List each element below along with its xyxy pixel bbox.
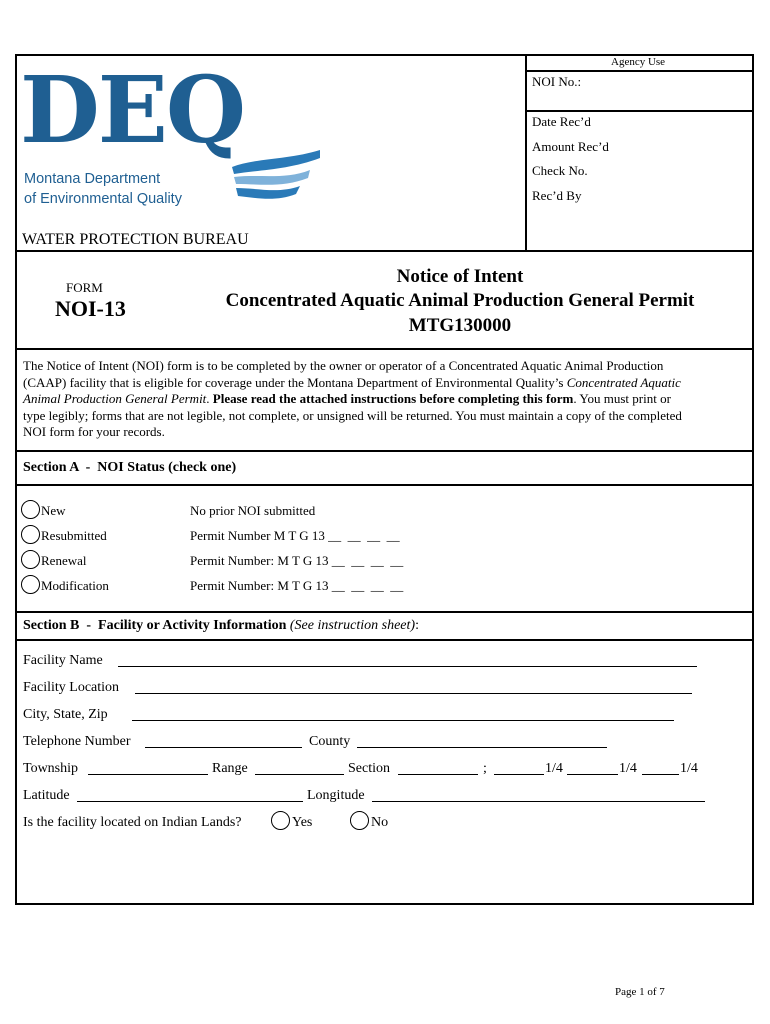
status-new-label: New bbox=[41, 503, 66, 518]
section-b-heading-text: Section B - Facility or Activity Information bbox=[23, 618, 290, 633]
facility-name-label: Facility Name bbox=[23, 653, 103, 668]
status-new-detail: No prior NOI submitted bbox=[190, 503, 316, 518]
quarter-3-label: 1/4 bbox=[680, 761, 698, 776]
agency-date-recd-label: Date Rec’d bbox=[532, 114, 591, 129]
form-title-line-1: Notice of Intent bbox=[396, 266, 524, 287]
section-a-end-divider bbox=[15, 611, 754, 613]
agency-noi-no-label: NOI No.: bbox=[532, 74, 582, 89]
status-renewal-label: Renewal bbox=[41, 553, 87, 568]
intro-line-2-text: (CAAP) facility that is eligible for coverage under the Montana Department of Environmental Quality’s bbox=[23, 374, 567, 390]
section-a-heading-divider bbox=[15, 484, 754, 486]
bureau-divider bbox=[15, 250, 754, 252]
telephone-field[interactable] bbox=[145, 747, 302, 748]
section-b-heading-divider bbox=[15, 639, 754, 641]
agency-amount-recd-label: Amount Rec’d bbox=[532, 139, 609, 154]
intro-line-4: type legibly; forms that are not legible, not complete, or unsigned will be returned. You must maintain a copy of the completed bbox=[23, 407, 682, 423]
intro-line-1: The Notice of Intent (NOI) form is to be completed by the owner or operator of a Concentrated Aquatic Animal Production bbox=[23, 358, 664, 373]
status-resubmitted-radio[interactable] bbox=[21, 525, 40, 544]
city-state-zip-field[interactable] bbox=[132, 720, 674, 721]
intro-permit-name-part-1: Concentrated Aquatic bbox=[566, 374, 681, 390]
form-label: FORM bbox=[66, 280, 103, 295]
agency-use-title: Agency Use bbox=[611, 56, 666, 68]
county-field[interactable] bbox=[357, 747, 607, 748]
agency-noi-divider bbox=[525, 110, 754, 112]
deq-logo-letters: DEQ bbox=[20, 56, 245, 164]
latitude-label: Latitude bbox=[23, 788, 70, 803]
facility-name-field[interactable] bbox=[118, 666, 697, 667]
form-title-line-2: Concentrated Aquatic Animal Production General Permit bbox=[225, 290, 695, 311]
indian-lands-yes-label: Yes bbox=[292, 815, 313, 830]
telephone-label: Telephone Number bbox=[23, 734, 131, 749]
section-a-heading: Section A - NOI Status (check one) bbox=[23, 460, 237, 475]
indian-lands-question: Is the facility located on Indian Lands? bbox=[23, 815, 242, 830]
city-state-zip-label: City, State, Zip bbox=[23, 707, 108, 722]
section-semicolon: ; bbox=[483, 761, 487, 776]
intro-line-3 bbox=[23, 391, 748, 408]
status-modification-label: Modification bbox=[41, 578, 109, 593]
facility-location-label: Facility Location bbox=[23, 680, 120, 695]
range-field[interactable] bbox=[255, 774, 344, 775]
intro-paragraph bbox=[23, 358, 748, 441]
longitude-label: Longitude bbox=[307, 788, 365, 803]
section-field[interactable] bbox=[398, 774, 478, 775]
intro-line-3-period: . bbox=[206, 391, 213, 406]
township-field[interactable] bbox=[88, 774, 208, 775]
deq-logo bbox=[20, 56, 325, 210]
status-new-radio[interactable] bbox=[21, 500, 40, 519]
status-renewal-detail[interactable]: Permit Number: M T G 13 __ __ __ __ bbox=[190, 553, 404, 568]
page-number: Page 1 of 7 bbox=[615, 986, 665, 998]
quarter-1-field[interactable] bbox=[494, 774, 544, 775]
latitude-field[interactable] bbox=[77, 801, 303, 802]
status-resubmitted-label: Resubmitted bbox=[41, 528, 107, 543]
deq-logo-line-2: of Environmental Quality bbox=[24, 191, 182, 207]
form-number: NOI-13 bbox=[55, 296, 126, 321]
intro-divider bbox=[15, 450, 754, 452]
status-modification-detail[interactable]: Permit Number: M T G 13 __ __ __ __ bbox=[190, 578, 404, 593]
indian-lands-yes-radio[interactable] bbox=[271, 811, 290, 830]
facility-location-field[interactable] bbox=[135, 693, 692, 694]
quarter-3-field[interactable] bbox=[642, 774, 679, 775]
deq-logo-line-1: Montana Department bbox=[24, 171, 161, 187]
section-b-heading bbox=[23, 618, 419, 634]
intro-line-5: NOI form for your records. bbox=[23, 424, 165, 439]
status-resubmitted-detail[interactable]: Permit Number M T G 13 __ __ __ __ bbox=[190, 528, 400, 543]
longitude-field[interactable] bbox=[372, 801, 705, 802]
quarter-1-label: 1/4 bbox=[545, 761, 563, 776]
quarter-2-field[interactable] bbox=[567, 774, 618, 775]
quarter-2-label: 1/4 bbox=[619, 761, 637, 776]
form-title-line-3: MTG130000 bbox=[408, 315, 512, 336]
agency-title-divider bbox=[525, 70, 754, 72]
status-renewal-radio[interactable] bbox=[21, 550, 40, 569]
status-modification-radio[interactable] bbox=[21, 575, 40, 594]
indian-lands-no-label: No bbox=[371, 815, 389, 830]
section-label: Section bbox=[348, 761, 390, 776]
intro-instructions-notice: Please read the attached instructions before completing this form bbox=[212, 391, 574, 406]
agency-check-no-label: Check No. bbox=[532, 163, 588, 178]
agency-recd-by-label: Rec’d By bbox=[532, 188, 582, 203]
form-title bbox=[190, 265, 730, 339]
agency-box-left-border bbox=[525, 54, 527, 252]
intro-line-2 bbox=[23, 375, 748, 392]
intro-line-3-end: . You must print or bbox=[573, 391, 671, 406]
section-b-heading-note: (See instruction sheet) bbox=[289, 618, 416, 633]
section-b-heading-colon: : bbox=[415, 618, 419, 633]
title-divider bbox=[15, 348, 754, 350]
township-label: Township bbox=[23, 761, 79, 776]
range-label: Range bbox=[212, 761, 248, 776]
indian-lands-no-radio[interactable] bbox=[350, 811, 369, 830]
bureau-name: WATER PROTECTION BUREAU bbox=[22, 231, 249, 248]
county-label: County bbox=[309, 734, 351, 749]
intro-permit-name-part-2: Animal Production General Permit bbox=[23, 391, 207, 406]
